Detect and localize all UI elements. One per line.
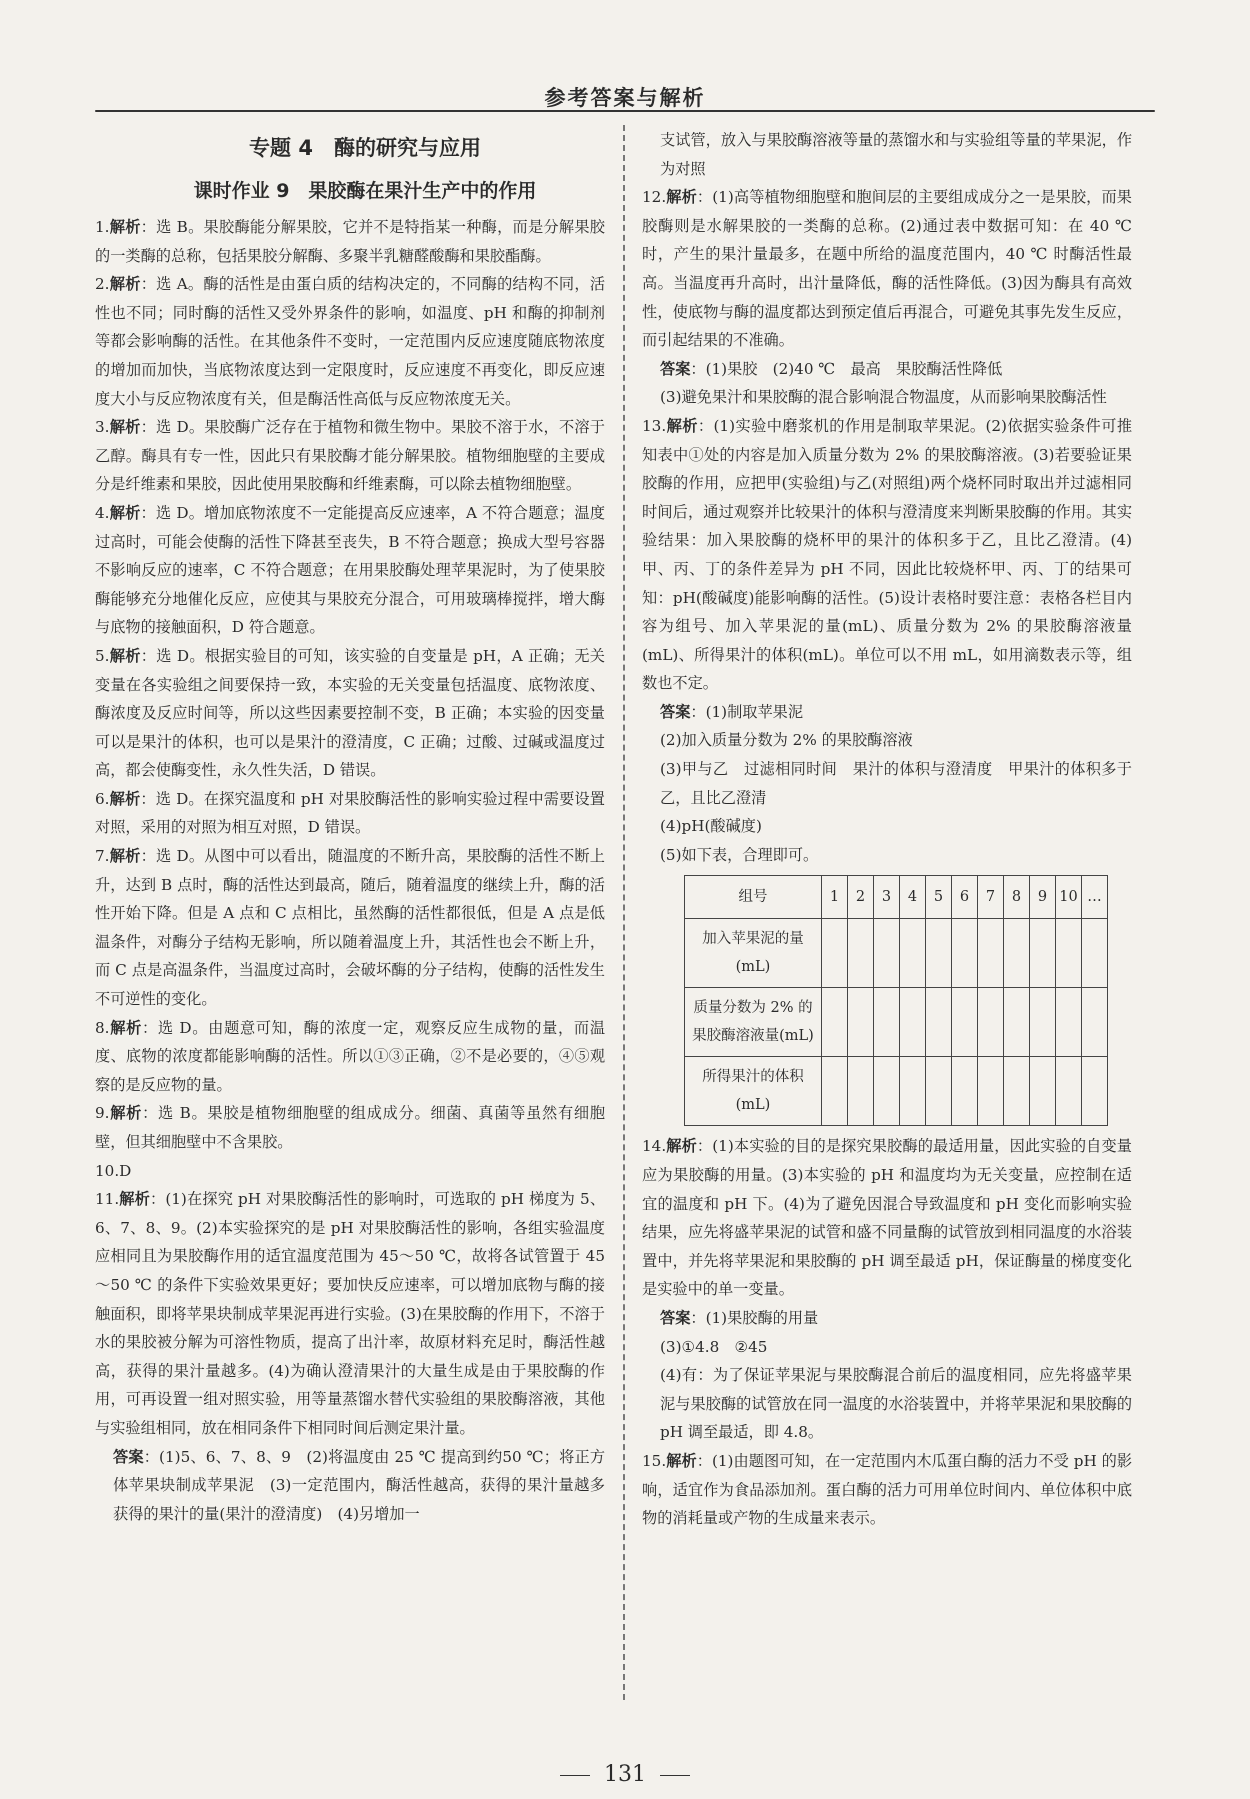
question-number: 4.	[95, 503, 110, 522]
table-empty-cell	[900, 988, 926, 1057]
answer-label: 答案	[660, 359, 691, 378]
analysis-label: 解析	[109, 418, 141, 437]
page-number-dash	[560, 1775, 590, 1776]
table-empty-cell	[1004, 1057, 1030, 1126]
table-empty-cell	[848, 1057, 874, 1126]
answer-text: ：(1)由题图可知，在一定范围内木瓜蛋白酶的活力不受 pH 的影响，适宜作为食品添加剂。蛋白酶的活力可用单位时间内、单位体积中底物的消耗量或产物的生成量来表示。	[642, 1451, 1133, 1528]
answer-text: ：选 D。果胶酶广泛存在于植物和微生物中。果胶不溶于水，不溶于乙醇。酶具有专一性，因此只有果胶酶才能分解果胶。植物细胞壁的主要成分是纤维素和果胶，因此使用果胶酶和纤维素酶，可以除去植物细胞壁。	[95, 418, 605, 494]
table-empty-cell	[1082, 1057, 1108, 1126]
table-row	[685, 919, 1108, 988]
table-header-cell: 6	[952, 876, 978, 919]
table-row-label: 加入苹果泥的量(mL)	[685, 919, 822, 988]
answer-item	[642, 355, 1132, 384]
question-number: 6.	[95, 789, 110, 808]
table-empty-cell	[1030, 988, 1056, 1057]
analysis-label: 解析	[109, 1104, 143, 1123]
question-number: 7.	[95, 847, 110, 866]
table-empty-cell	[1004, 919, 1030, 988]
answer-item	[642, 755, 1132, 812]
table-empty-cell	[822, 919, 848, 988]
table-header-cell: 组号	[685, 876, 822, 919]
answer-item	[95, 270, 605, 413]
table-header-cell: 1	[822, 876, 848, 919]
table-header-cell: 8	[1004, 876, 1030, 919]
table-empty-cell	[848, 988, 874, 1057]
table-row-label: 所得果汁的体积(mL)	[685, 1057, 822, 1126]
answer-text: ：(1)果胶 (2)40 ℃ 最高 果胶酶活性降低	[690, 359, 1003, 378]
answer-item	[642, 1132, 1132, 1304]
answer-item	[642, 1447, 1132, 1533]
table-header-cell: 7	[978, 876, 1004, 919]
table-empty-cell	[952, 919, 978, 988]
header-title: 参考答案与解析	[544, 86, 706, 110]
answer-text: ：(1)本实验的目的是探究果胶酶的最适用量，因此实验的自变量应为果胶酶的用量。(3)本实验的 pH 和温度均为无关变量，应控制在适宜的温度和 pH 下。(4)为了避免因混合导致温度和 pH 变化而影响实验结果，应先将盛苹果泥的试管和盛不同量酶的试管放到相同温度的水浴装置中，并先将苹果泥和果胶酶的 pH 调至最适 pH，保证酶量的梯度变化是实验中的单一变量。	[642, 1137, 1132, 1299]
question-number: 5.	[95, 646, 110, 665]
answer-item	[95, 1443, 621, 1529]
section-title: 专题 4 酶的研究与应用	[249, 136, 481, 160]
table-empty-cell	[1056, 919, 1082, 988]
answer-text: ：选 D。在探究温度和 pH 对果胶酶活性的影响实验过程中需要设置对照，采用的对照为相互对照，D 错误。	[95, 789, 605, 837]
column-divider	[623, 125, 625, 1700]
question-number: 3.	[95, 418, 110, 437]
table-empty-cell	[1030, 919, 1056, 988]
page-number-value: 131	[604, 1762, 646, 1787]
answer-item	[95, 842, 605, 1014]
answer-text: (4)pH(酸碱度)	[660, 817, 762, 836]
answer-item	[642, 1361, 1132, 1447]
answer-label: 答案	[113, 1447, 144, 1466]
table-row	[685, 988, 1108, 1057]
analysis-label: 解析	[119, 1190, 150, 1209]
answer-item	[95, 785, 605, 842]
table-empty-cell	[978, 1057, 1004, 1126]
question-number: 12.	[642, 188, 667, 207]
analysis-label: 解析	[666, 188, 697, 207]
page-number-dash	[660, 1775, 690, 1776]
answer-item	[95, 642, 605, 785]
question-number: 2.	[95, 275, 110, 294]
left-column	[95, 126, 621, 1528]
question-number: 13.	[642, 416, 667, 435]
answer-text: (3)避免果汁和果胶酶的混合影响混合物温度，从而影响果胶酶活性	[660, 388, 1107, 407]
answer-item	[95, 1157, 605, 1186]
answer-text: (3)①4.8 ②45	[660, 1337, 768, 1356]
table-empty-cell	[1082, 988, 1108, 1057]
header-rule	[95, 110, 1155, 112]
answer-text: ：(1)制取苹果泥	[690, 702, 804, 721]
answer-text: ：(1)实验中磨浆机的作用是制取苹果泥。(2)依据实验条件可推知表中①处的内容是加入质量分数为 2% 的果胶酶溶液。(3)若要验证果胶酶的作用，应把甲(实验组)与乙(对照组)两个烧杯同时取出并过滤相同时间后，通过观察并比较果汁的体积与澄清度来判断果胶酶的作用。其实验结果：加入果胶酶的烧杯甲的果汁的体积多于乙，且比乙澄清。(4)甲、丙、丁的条件差异为 pH 不同，因此比较烧杯甲、丙、丁的结果可知：pH(酸碱度)能影响酶的活性。(5)设计表格时要注意：表格各栏目内容为组号、加入苹果泥的量(mL)、质量分数为 2% 的果胶酶溶液量(mL)、所得果汁的体积(mL)。单位可以不用 mL，如用滴数表示等，组数也不定。	[642, 416, 1133, 693]
right-column	[642, 126, 1132, 1533]
answer-text: ：选 B。果胶是植物细胞壁的组成成分。细菌、真菌等虽然有细胞壁，但其细胞壁中不含果胶。	[95, 1104, 606, 1151]
answer-text: (4)有：为了保证苹果泥与果胶酶混合前后的温度相同，应先将盛苹果泥与果胶酶的试管放在同一温度的水浴装置中，并将苹果泥和果胶酶的 pH 调至最适，即 4.8。	[660, 1366, 1132, 1442]
table-row-label: 质量分数为 2% 的果胶酶溶液量(mL)	[685, 988, 822, 1057]
table-empty-cell	[874, 988, 900, 1057]
lesson-title: 课时作业 9 果胶酶在果汁生产中的作用	[193, 180, 537, 202]
answer-item	[642, 412, 1132, 698]
analysis-label: 解析	[109, 503, 141, 522]
table-empty-cell	[952, 1057, 978, 1126]
table-empty-cell	[848, 919, 874, 988]
answer-item	[95, 1099, 605, 1156]
answer-item	[95, 499, 605, 642]
table-row	[685, 1057, 1108, 1126]
analysis-label: 解析	[666, 416, 698, 435]
table-empty-cell	[1082, 919, 1108, 988]
answer-text: ：选 D。根据实验目的可知，该实验的自变量是 pH，A 正确；无关变量在各实验组之间要保持一致，本实验的无关变量包括温度、底物浓度、酶浓度及反应时间等，所以这些因素要控制不变，B 正确；本实验的因变量可以是果汁的体积，也可以是果汁的澄清度，C 正确；过酸、过碱或温度过高，都会使酶变性，永久性失活，D 错误。	[95, 646, 605, 780]
table-empty-cell	[874, 1057, 900, 1126]
table-empty-cell	[926, 919, 952, 988]
question-number: 11.	[95, 1190, 120, 1209]
question-number: 14.	[642, 1137, 667, 1156]
table-empty-cell	[978, 988, 1004, 1057]
answer-label: 答案	[660, 702, 691, 721]
right-answer-list-continued	[642, 1132, 1132, 1532]
answer-item	[95, 213, 605, 270]
answer-text: ：选 A。酶的活性是由蛋白质的结构决定的，不同酶的结构不同，活性也不同；同时酶的活性又受外界条件的影响，如温度、pH 和酶的抑制剂等都会影响酶的活性。在其他条件不变时，一定范围内反应速度随底物浓度的增加而加快，当底物浓度达到一定限度时，反应速度不再变化，即反应速度大小与反应物浓度有关，但是酶活性高低与反应物浓度无关。	[95, 275, 606, 408]
table-empty-cell	[926, 988, 952, 1057]
analysis-label: 解析	[666, 1137, 697, 1156]
table-header-cell: 5	[926, 876, 952, 919]
answer-text: ：选 D。由题意可知，酶的浓度一定，观察反应生成物的量，而温度、底物的浓度都能影响酶的活性。所以①③正确，②不是必要的，④⑤观察的是反应物的量。	[95, 1018, 606, 1094]
answer-text: (3)甲与乙 过滤相同时间 果汁的体积与澄清度 甲果汁的体积多于乙，且比乙澄清	[660, 760, 1132, 807]
answer-text: ：(1)高等植物细胞壁和胞间层的主要组成成分之一是果胶，而果胶酶则是水解果胶的一类酶的总称。(2)通过表中数据可知：在 40 ℃ 时，产生的果汁量最多，在题中所给的温度范围内，40 ℃ 时酶活性最高。当温度再升高时，出汁量降低，酶的活性降低。(3)因为酶具有高效性，使底物与酶的温度都达到预定值后再混合，可避免其事先发生反应，而引起结果的不准确。	[642, 188, 1132, 350]
table-empty-cell	[900, 919, 926, 988]
answer-label: 答案	[660, 1309, 691, 1327]
answer-item	[642, 812, 1132, 841]
answer-item	[642, 698, 1132, 727]
table-empty-cell	[952, 988, 978, 1057]
table-empty-cell	[1030, 1057, 1056, 1126]
table-empty-cell	[978, 919, 1004, 988]
question-number: 8.	[95, 1018, 110, 1037]
left-answer-list	[95, 213, 621, 1528]
analysis-label: 解析	[666, 1451, 697, 1470]
question-number: 15.	[642, 1451, 667, 1470]
table-header-cell: 4	[900, 876, 926, 919]
answer-text: ：(1)果胶酶的用量	[690, 1309, 819, 1327]
table-header-cell: 10	[1056, 876, 1082, 919]
table-empty-cell	[926, 1057, 952, 1126]
answer-text: ：选 D。增加底物浓度不一定能提高反应速率，A 不符合题意；温度过高时，可能会使酶的活性下降甚至丧失，B 不符合题意；换成大型号容器不影响反应的速率，C 不符合题意；在用果胶酶处理苹果泥时，为了使果胶酶能够充分地催化反应，应使其与果胶充分混合，可用玻璃棒搅拌，增大酶与底物的接触面积，D 符合题意。	[95, 503, 606, 637]
analysis-label: 解析	[109, 847, 141, 866]
answer-item	[642, 841, 1132, 870]
page-number	[0, 1762, 1250, 1787]
table-empty-cell	[822, 1057, 848, 1126]
answer-text: ：选 B。果胶酶能分解果胶，它并不是特指某一种酶，而是分解果胶的一类酶的总称，包括果胶分解酶、多聚半乳糖醛酸酶和果胶酯酶。	[95, 218, 605, 265]
analysis-label: 解析	[109, 218, 141, 236]
answer-text: 支试管，放入与果胶酶溶液等量的蒸馏水和与实验组等量的苹果泥，作为对照	[660, 131, 1132, 178]
answer-text: ：(1)5、6、7、8、9 (2)将温度由 25 ℃ 提高到约50 ℃；将正方体苹果块制成苹果泥 (3)一定范围内，酶活性越高，获得的果汁量越多 获得的果汁的量(果汁的澄清度) (4)另增加一	[113, 1447, 621, 1523]
table-header-cell: 2	[848, 876, 874, 919]
analysis-label: 解析	[109, 1018, 143, 1037]
answer-text: (5)如下表，合理即可。	[660, 845, 819, 864]
table-empty-cell	[1056, 988, 1082, 1057]
answer-item	[642, 1304, 1132, 1333]
answer-item	[642, 126, 1132, 183]
table-empty-cell	[874, 919, 900, 988]
table-header-cell: 3	[874, 876, 900, 919]
table-header-cell: 9	[1030, 876, 1056, 919]
table-empty-cell	[1004, 988, 1030, 1057]
answer-item	[95, 1014, 605, 1100]
table-empty-cell	[822, 988, 848, 1057]
question-number: 1.	[95, 218, 110, 236]
analysis-label: 解析	[109, 646, 141, 665]
question-number: 10.	[95, 1161, 120, 1180]
table-empty-cell	[900, 1057, 926, 1126]
table-header-cell: …	[1082, 876, 1108, 919]
table-header-row	[685, 876, 1108, 919]
answer-text: D	[119, 1161, 132, 1180]
table-empty-cell	[1056, 1057, 1082, 1126]
answer-text: ：(1)在探究 pH 对果胶酶活性的影响时，可选取的 pH 梯度为 5、6、7、8、9。(2)本实验探究的是 pH 对果胶酶活性的影响，各组实验温度应相同且为果胶酶作用的适宜温度范围为 45～50 ℃，故将各试管置于 45～50 ℃ 的条件下实验效果更好；要加快反应速率，可以增加底物与酶的接触面积，即将苹果块制成苹果泥再进行实验。(3)在果胶酶的作用下，不溶于水的果胶被分解为可溶性物质，提高了出汁率，故原材料充足时，酶活性越高，获得的果汁量越多。(4)为确认澄清果汁的大量生成是由于果胶酶的作用，可再设置一组对照实验，用等量蒸馏水替代实验组的果胶酶溶液，其他与实验组相同，放在相同条件下相同时间后测定果汁量。	[95, 1190, 606, 1437]
right-answer-list	[642, 126, 1132, 869]
answer-text: (2)加入质量分数为 2% 的果胶酶溶液	[660, 731, 913, 750]
answer-item	[642, 726, 1132, 755]
answer-text: ：选 D。从图中可以看出，随温度的不断升高，果胶酶的活性不断上升，达到 B 点时，酶的活性达到最高，随后，随着温度的继续上升，酶的活性开始下降。但是 A 点和 C 点相比，虽然酶的活性都很低，但是 A 点是低温条件，对酶分子结构无影响，所以随着温度上升，其活性也会不断上升，而 C 点是高温条件，当温度过高时，会破坏酶的分子结构，使酶的活性发生不可逆性的变化。	[95, 847, 605, 1009]
answer-item	[95, 413, 605, 499]
table-body	[685, 919, 1108, 1126]
answer-item	[642, 1333, 1132, 1362]
answer-item	[642, 383, 1132, 412]
page-header	[95, 82, 1155, 118]
analysis-label: 解析	[109, 275, 141, 294]
answer-item	[95, 1185, 605, 1442]
question-number: 9.	[95, 1104, 110, 1123]
analysis-label: 解析	[109, 789, 141, 808]
record-table	[684, 875, 1108, 1126]
answer-item	[642, 183, 1132, 355]
